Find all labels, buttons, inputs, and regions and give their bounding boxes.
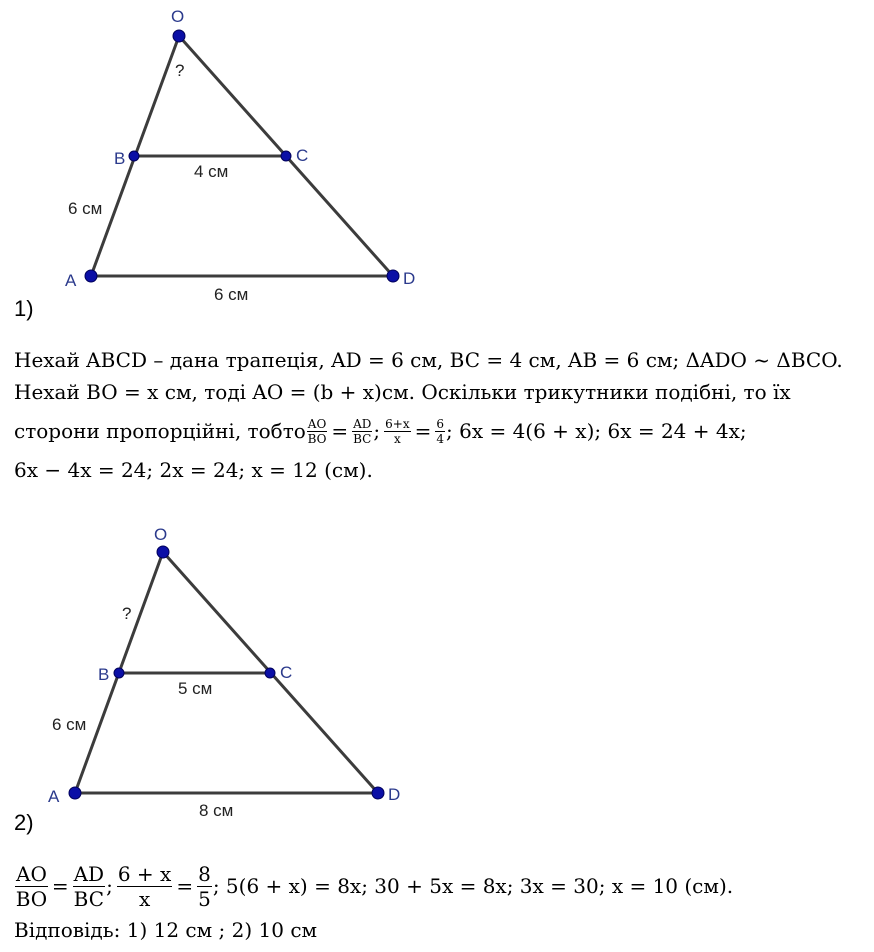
- point-d-2: [372, 787, 384, 799]
- label-a-2: A: [48, 787, 60, 806]
- label-ab: 6 см: [68, 199, 103, 218]
- text1-line3: [14, 410, 747, 452]
- text1-line2: Нехай BO = x см, тоді AO = (b + x)см. Оскільки трикутники подібні, то їх: [14, 380, 791, 404]
- separator: ;: [106, 874, 113, 898]
- point-c-2: [265, 668, 275, 678]
- fraction-8-5: [197, 862, 212, 911]
- frac-den: BC: [353, 431, 372, 446]
- frac-den: 4: [436, 431, 444, 446]
- point-a: [85, 270, 97, 282]
- text2-equation: [14, 856, 733, 916]
- point-d: [387, 270, 399, 282]
- separator: ;: [373, 419, 381, 443]
- frac-den: x: [393, 431, 401, 446]
- label-bc: 4 см: [194, 162, 229, 181]
- frac-num: AO: [307, 416, 327, 431]
- label-a: A: [65, 271, 77, 290]
- frac-num: 6 + x: [117, 861, 172, 886]
- frac-den: BC: [73, 886, 105, 911]
- text2-rest: ; 5(6 + x) = 8x; 30 + 5x = 8x; 3x = 30; x = 10 (см).: [212, 874, 734, 898]
- frac-num: AO: [16, 861, 47, 886]
- equals: =: [51, 874, 69, 898]
- label-b-2: B: [98, 665, 110, 684]
- label-d-2: D: [388, 785, 401, 804]
- text1-line3-start: сторони пропорційні, тобто: [14, 419, 306, 443]
- frac-num: AD: [73, 861, 105, 886]
- text1-line4: 6x − 4x = 24; 2x = 24; x = 12 (см).: [14, 458, 373, 482]
- figure-2-number: 2): [14, 810, 34, 835]
- frac-den: 5: [198, 886, 211, 911]
- point-b-2: [114, 668, 124, 678]
- point-o: [173, 30, 185, 42]
- label-ad: 6 см: [214, 285, 249, 304]
- frac-num: 8: [198, 861, 211, 886]
- fraction-6x-x: [384, 417, 410, 446]
- figure-1-number: 1): [14, 296, 34, 321]
- label-o-2: O: [154, 525, 168, 544]
- label-b: B: [114, 149, 126, 168]
- point-a-2: [69, 787, 81, 799]
- fraction-ad-bc: [352, 417, 372, 446]
- frac-den: BO: [15, 886, 48, 911]
- label-c-2: C: [280, 663, 293, 682]
- point-o-2: [157, 546, 169, 558]
- point-b: [129, 151, 139, 161]
- label-d: D: [403, 269, 416, 288]
- equals: =: [331, 419, 349, 443]
- label-ad-2: 8 см: [199, 801, 234, 820]
- frac-den: BO: [307, 431, 327, 446]
- point-c: [281, 151, 291, 161]
- label-unknown-2: ?: [122, 604, 132, 623]
- equals: =: [414, 419, 432, 443]
- label-unknown: ?: [175, 61, 185, 80]
- label-o: O: [171, 7, 185, 26]
- text1-line3-end: ; 6x = 4(6 + x); 6x = 24 + 4x;: [446, 419, 747, 443]
- frac-num: 6: [436, 416, 444, 431]
- fraction-6x-x-2: [117, 862, 172, 911]
- fraction-ad-bc-2: [73, 862, 105, 911]
- label-c: C: [296, 146, 309, 165]
- equals: =: [176, 874, 194, 898]
- label-bc-2: 5 см: [178, 679, 213, 698]
- answer-line: Відповідь: 1) 12 см ; 2) 10 см: [14, 918, 318, 942]
- label-ab-2: 6 см: [52, 715, 87, 734]
- fraction-6-4: [435, 417, 445, 446]
- frac-num: AD: [353, 416, 372, 431]
- fraction-ao-bo: [307, 417, 328, 446]
- frac-den: x: [138, 886, 151, 911]
- text1-line1: Нехай ABCD – дана трапеція, AD = 6 см, BC = 4 см, AB = 6 см; ΔADO ~ ΔBCO.: [14, 348, 843, 372]
- frac-num: 6+x: [385, 416, 410, 431]
- fraction-ao-bo-2: [15, 862, 48, 911]
